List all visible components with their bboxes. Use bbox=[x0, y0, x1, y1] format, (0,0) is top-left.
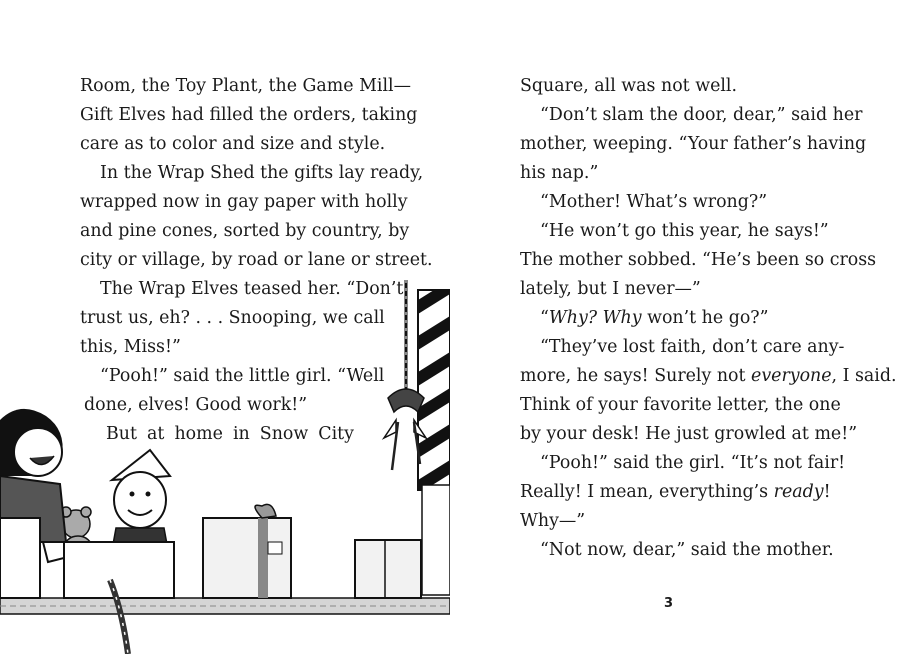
text-line: Square, all was not well. bbox=[520, 76, 738, 96]
text-line: The mother sobbed. “He’s been so cross bbox=[520, 250, 877, 270]
text-line: “Why? Why won’t he go?” bbox=[540, 308, 769, 328]
text-line: Gift Elves had filled the orders, taking bbox=[80, 105, 418, 125]
text-line: mother, weeping. “Your father’s having bbox=[520, 134, 867, 154]
text-line: Think of your favorite letter, the one bbox=[520, 395, 841, 415]
text-line: trust us, eh? . . . Snooping, we call bbox=[80, 308, 385, 328]
text-line: The Wrap Elves teased her. “Don’t bbox=[100, 279, 404, 299]
illustration bbox=[0, 280, 450, 654]
striped-pillar-icon bbox=[418, 280, 450, 595]
text-line: But at home in Snow City bbox=[106, 424, 354, 444]
gift-box-icon bbox=[203, 504, 291, 598]
page-number: 3 bbox=[664, 596, 674, 611]
text-line: “He won’t go this year, he says!” bbox=[540, 221, 829, 241]
text-line: done, elves! Good work!” bbox=[84, 395, 308, 415]
text-line: Room, the Toy Plant, the Game Mill— bbox=[80, 76, 411, 96]
text-line: his nap.” bbox=[520, 163, 599, 183]
gift-box-icon bbox=[355, 540, 421, 598]
elf-figure-icon bbox=[112, 450, 170, 550]
text-line: more, he says! Surely not everyone, I said. bbox=[520, 366, 897, 386]
girl-figure-icon bbox=[0, 409, 66, 598]
text-line: care as to color and size and style. bbox=[80, 134, 386, 154]
text-line: “They’ve lost faith, don’t care any- bbox=[540, 337, 845, 357]
right-page bbox=[450, 0, 900, 654]
text-line: “Not now, dear,” said the mother. bbox=[540, 540, 834, 560]
text-line: Really! I mean, everything’s ready! bbox=[520, 482, 831, 502]
text-line: In the Wrap Shed the gifts lay ready, bbox=[100, 163, 424, 183]
text-line: “Pooh!” said the girl. “It’s not fair! bbox=[540, 453, 846, 473]
text-line: Why—” bbox=[520, 511, 586, 531]
text-line: “Pooh!” said the little girl. “Well bbox=[100, 366, 385, 386]
text-line: “Don’t slam the door, dear,” said her bbox=[540, 105, 863, 125]
text-line: wrapped now in gay paper with holly bbox=[80, 192, 408, 212]
text-line: this, Miss!” bbox=[80, 337, 181, 357]
text-line: and pine cones, sorted by country, by bbox=[80, 221, 410, 241]
text-line: lately, but I never—” bbox=[520, 279, 701, 299]
text-line: city or village, by road or lane or street. bbox=[80, 250, 433, 270]
text-line: by your desk! He just growled at me!” bbox=[520, 424, 858, 444]
text-line: “Mother! What’s wrong?” bbox=[540, 192, 768, 212]
